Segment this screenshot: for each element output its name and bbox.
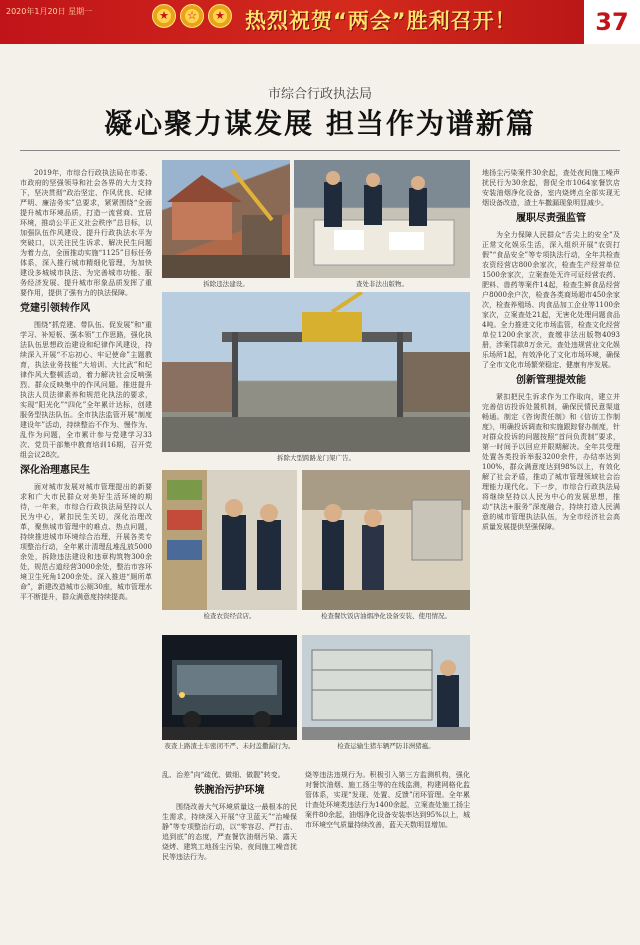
photo-farm-store-graphic — [162, 470, 297, 610]
section-heading-pollution: 铁腕治污护环境 — [194, 785, 265, 796]
photo-farm-store — [162, 470, 297, 610]
section-governance-body: 面对城市发展对城市管理提出的新要求和广大市民群众对美好生活环境的期待，一年来，市综合行政执法局坚持以人民为中心，紧扣民生关切，深化治理改革，聚焦城市管理中的难点、热点问题，持续推进城市环境综合治理，开展各类专项整治行动，全年累计清理乱堆乱放5000余处，拆除违法建设和违章构筑物300余处，规范占道经营3000余处，整治市容环境卫生死角1200余处。深入推进“厕所革命”，新建改造城市公厕30座，城市管理水平不断提升，群众满意度持续提高。 — [20, 483, 152, 601]
photo-demolition-graphic — [162, 160, 290, 278]
section-pollution-body-a: 围绕改善大气环境质量这一最根本的民生需求，持续深入开展“守卫蓝天”“治噪保静”等专项整治行动，以“零容忍、严打击、追到底”的态度，严查餐饮油烟污染、露天烧烤、建筑工地扬尘污染、夜间施工噪音扰民等违法行为。 — [162, 803, 297, 861]
flag-emblem-icon: ★ — [208, 4, 232, 28]
article-kicker: 市综合行政执法局 — [267, 87, 372, 102]
section-pollution-body-c: 地扬尘污染案件30余起，查处夜间施工噪声扰民行为30余起，督促全市1064家餐饮店安装油烟净化设备，室内烧烤点全部实现无烟设备改造，渣土车撒漏现象明显减少。 — [482, 169, 620, 207]
national-emblem-icon: ☆ — [180, 4, 204, 28]
section-pollution-body-b: 烧等违法违规行为。积极引入第三方监测机构，强化对餐饮油烟、施工扬尘等的在线监测，构建网格化监管体系，实现“发现、处置、反馈”闭环管理。全年累计查处环境类违法行为1400余起，立案查处施工扬尘案件80余起，油烟净化设备安装率达到95%以上，城市环境空气质量持续改善，蓝天天数明显增加。 — [305, 771, 470, 829]
page-number: 37 — [595, 8, 629, 36]
photo-gantry-graphic — [162, 292, 470, 452]
caption-demolition: 拆除违法建设。 — [203, 280, 249, 288]
section-pollution-lead: 乱、治差”向“疏优、做细、做靓”转变。 — [162, 771, 285, 779]
section-supervision-body: 为全力保障人民群众“舌尖上的安全”及正常文化娱乐生活，深入组织开展“农资打假”“食品安全”等专项执法行动，全年共检查农资经营店800余家次，检查生产经营单位1500余家次，立案查处无许可证经营农药、肥料、兽药等案件14起，检查生鲜食品经营户8000余户次，检查各类商场超市450余家次，检查养殖场、肉食品加工企业等1100余家次，立案查处21起，无害化处理问题食品4吨。全力推进文化市场监管，检查文化经营单位1200余家次，查缴非法出版物4093册，涉案罚款8万余元，查处违规营业文化娱乐场所1起，有效净化了文化市场环境，确保了全市文化市场繁荣稳定、健康有序发展。 — [482, 231, 620, 369]
section-party-body: 围绕“抓党建、带队伍、促发展”和“重学习、补短板、强本领”工作思路，强化执法队伍思想政治建设和纪律作风建设，持续深入开展“不忘初心、牢记使命”主题教育，执法业务技能“大培训、大比武”和纪律作风大整顿活动，着力解决社会反响强烈、群众反映集中的作风问题。推进提升执法人员法律素养和规范化执法的要求，实现“阳光化”“四化”全年累计达标，创建服务型执法队伍。全市执法监管开展“制度建设年”活动，持续整治不作为、慢作为、乱作为问题，全市累计参与党建学习33次、党员干部集中教育培训16期，召开党组会议28次。 — [20, 321, 152, 459]
photo-publications — [294, 160, 470, 278]
photo-pig-truck-graphic — [302, 635, 470, 740]
caption-farm-store: 检查农资经营店。 — [203, 612, 256, 620]
page-banner — [0, 0, 640, 44]
photo-pig-truck — [302, 635, 470, 740]
photo-demolition — [162, 160, 290, 278]
caption-restaurant: 检查餐饮饭店油烟净化设备安装、使用情况。 — [321, 612, 451, 620]
intro-paragraph: 2019年，市综合行政执法局在市委、市政府的坚强领导和社会各界的大力支持下，坚决贯彻“政治坚定、作风优良、纪律严明、廉洁务实”总要求，紧紧围绕“全面提升城市环境品质，打造一流营商、宜居环境，推动公平正义社会秩序”总目标，以加强队伍作风建设、提升行政执法水平为突破口，以关注民生诉求、解决民生问题为着力点，全面推动实施“1125”目标任务体系，深入推行城市精细化管理，为加快建设多城城市执法、为完善城市功能、服务经济发展、提升城市形象品质发挥了重要作用，提供了强有力的执法保障。 — [20, 169, 152, 297]
party-emblem-icon: ★ — [152, 4, 176, 28]
issue-date: 2020年1月20日 星期一 — [6, 7, 93, 16]
photo-night-truck-graphic — [162, 635, 297, 740]
caption-pig-truck: 检查运输生猪车辆严防非洲猪瘟。 — [337, 742, 435, 750]
photo-publications-graphic — [294, 160, 470, 278]
photo-restaurant — [302, 470, 470, 610]
column-3 — [305, 770, 470, 940]
section-innovation-body: 紧扣把民生诉求作为工作取向，建立并完善信访投诉处置机制，确保民情民意渠道畅通。制定《咨询责任制》和《信访工作制度》，明确投诉调查和实施跟踪督办制度，针对群众投诉的问题按照“首问负责制”要求，第一时间予以回应并限期解决。全年共受理处置各类投诉举报3200余件，办结率达到100%，群众满意度达到98%以上，有效化解了社会矛盾，推动了城市管理领域社会治理能力现代化。下一步，市综合行政执法局将继续坚持以人民为中心的发展思想，推动“执法+服务”深度融合，持续打造人民满意的城市管理执法队伍，为全市经济社会高质量发展提供坚强保障。 — [482, 393, 620, 531]
section-heading-governance: 深化治理惠民生 — [20, 465, 90, 476]
section-heading-supervision: 履职尽责强监管 — [516, 213, 586, 224]
section-heading-innovation: 创新管理提效能 — [516, 375, 586, 386]
photo-restaurant-graphic — [302, 470, 470, 610]
caption-night-truck: 夜查上路渣土车密闭不严、未封盖撒漏行为。 — [164, 742, 295, 750]
banner-title: 热烈祝贺“两会”胜利召开！ — [245, 9, 517, 33]
column-4 — [482, 168, 620, 943]
column-2 — [162, 770, 297, 940]
caption-gantry: 拆除大型跨路龙门架广告。 — [277, 454, 355, 462]
section-heading-party: 党建引领转作风 — [20, 303, 90, 314]
article-headline: 凝心聚力谋发展 担当作为谱新篇 — [104, 107, 536, 140]
column-1 — [20, 168, 152, 943]
caption-publications: 查处非法出版物。 — [356, 280, 408, 288]
headline-divider — [20, 150, 620, 151]
photo-night-truck — [162, 635, 297, 740]
page-number-box — [581, 0, 640, 44]
photo-gantry — [162, 292, 470, 452]
